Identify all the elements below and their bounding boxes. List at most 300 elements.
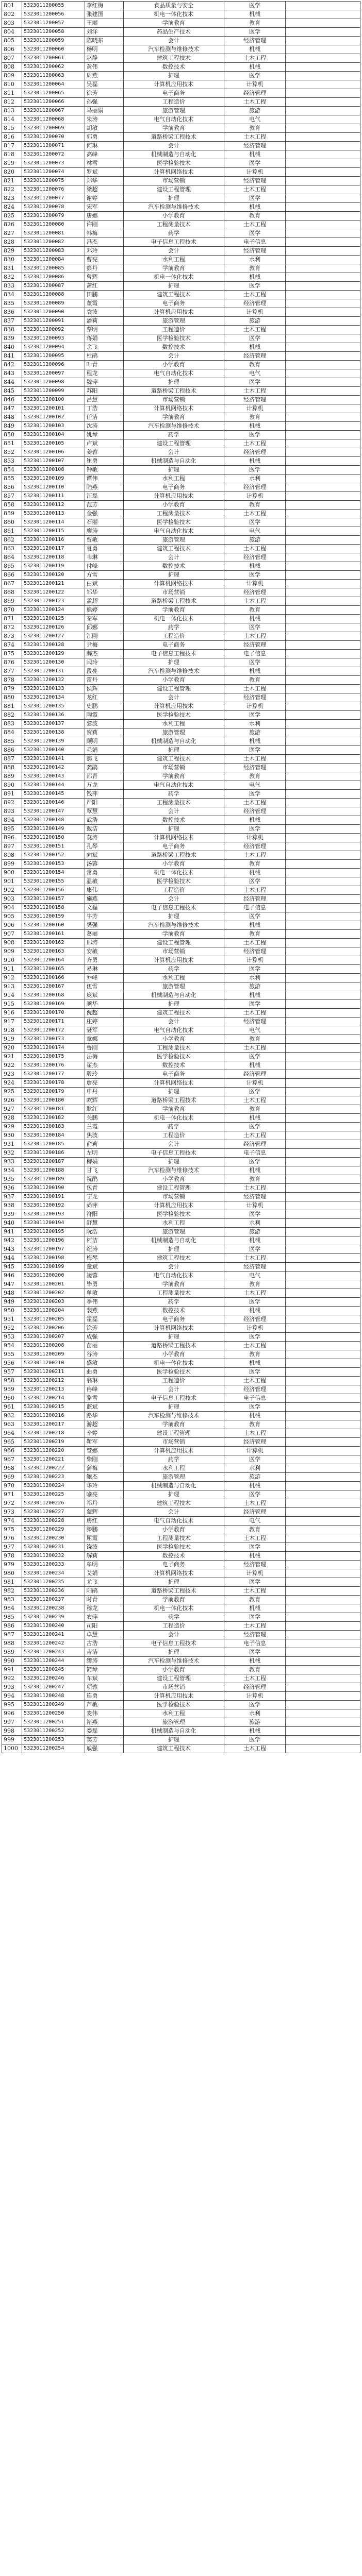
category-cell: 教育 (224, 1666, 285, 1674)
category-cell: 经济管理 (224, 1315, 285, 1324)
category-cell: 计算机 (224, 1201, 285, 1210)
row-index-cell: 986 (2, 1622, 22, 1631)
major-cell: 护理 (123, 912, 224, 921)
row-index-cell: 844 (2, 378, 22, 387)
category-cell: 机械 (224, 1412, 285, 1420)
table-row (2, 921, 360, 930)
table-row (2, 1701, 360, 1709)
student-id-cell: 5323011200056 (22, 10, 85, 19)
table-row (2, 387, 360, 396)
student-id-cell: 5323011200179 (22, 1088, 85, 1096)
table-row (2, 1026, 360, 1035)
student-id-cell: 5323011200059 (22, 37, 85, 45)
table-row (2, 1044, 360, 1053)
category-cell: 机械 (224, 1359, 285, 1368)
table-row (2, 580, 360, 588)
category-cell: 教育 (224, 19, 285, 28)
empty-cell (286, 1228, 360, 1236)
empty-cell (286, 413, 360, 422)
row-index-cell: 813 (2, 107, 22, 115)
category-cell: 电子信息 (224, 650, 285, 658)
major-cell: 汽车检测与维修技术 (123, 203, 224, 212)
table-row (2, 1245, 360, 1254)
row-index-cell: 802 (2, 10, 22, 19)
major-cell: 旅游管理 (123, 317, 224, 326)
empty-cell (286, 1552, 360, 1561)
table-row (2, 212, 360, 221)
table-row (2, 799, 360, 807)
table-row (2, 299, 360, 308)
student-id-cell: 5323011200060 (22, 45, 85, 54)
major-cell: 药学 (123, 1455, 224, 1464)
row-index-cell: 822 (2, 185, 22, 194)
student-name-cell: 卢斌 (85, 439, 123, 448)
student-id-cell: 5323011200231 (22, 1543, 85, 1552)
category-cell: 土木工程 (224, 851, 285, 860)
major-cell: 电气自动化技术 (123, 527, 224, 536)
table-row (2, 1657, 360, 1666)
table-row (2, 317, 360, 326)
table-row (2, 1420, 360, 1429)
row-index-cell: 814 (2, 115, 22, 124)
empty-cell (286, 1000, 360, 1009)
major-cell: 汽车检测与维修技术 (123, 921, 224, 930)
empty-cell (286, 597, 360, 606)
empty-cell (286, 1105, 360, 1114)
student-name-cell: 林雪 (85, 159, 123, 168)
student-name-cell: 詹亮 (85, 1079, 123, 1088)
student-id-cell: 5323011200168 (22, 991, 85, 1000)
row-index-cell: 912 (2, 974, 22, 982)
student-id-cell: 5323011200187 (22, 1158, 85, 1166)
student-name-cell: 柯洁 (85, 1236, 123, 1245)
major-cell: 机电一体化技术 (123, 615, 224, 623)
table-row (2, 159, 360, 168)
student-id-cell: 5323011200140 (22, 746, 85, 755)
empty-cell (286, 229, 360, 238)
empty-cell (286, 1193, 360, 1201)
category-cell: 经济管理 (224, 37, 285, 45)
student-id-cell: 5323011200254 (22, 1744, 85, 1753)
category-cell: 医学 (224, 1648, 285, 1657)
row-index-cell: 833 (2, 282, 22, 291)
table-row (2, 1070, 360, 1079)
student-id-cell: 5323011200110 (22, 483, 85, 492)
student-name-cell: 骆雪 (85, 1394, 123, 1403)
table-row (2, 256, 360, 264)
major-cell: 建设工程管理 (123, 185, 224, 194)
student-name-cell: 潘莉 (85, 317, 123, 326)
table-row (2, 746, 360, 755)
empty-cell (286, 1377, 360, 1385)
row-index-cell: 864 (2, 553, 22, 562)
category-cell: 经济管理 (224, 553, 285, 562)
empty-cell (286, 89, 360, 98)
student-name-cell: 翁琳 (85, 1377, 123, 1385)
row-index-cell: 820 (2, 168, 22, 177)
row-index-cell: 923 (2, 1070, 22, 1079)
empty-cell (286, 518, 360, 527)
empty-cell (286, 650, 360, 658)
category-cell: 机械 (224, 1552, 285, 1561)
empty-cell (286, 1744, 360, 1753)
student-id-cell: 5323011200058 (22, 28, 85, 37)
major-cell: 药学 (123, 790, 224, 799)
student-id-cell: 5323011200095 (22, 352, 85, 361)
student-name-cell: 褚燕 (85, 1718, 123, 1727)
student-id-cell: 5323011200151 (22, 842, 85, 851)
student-id-cell: 5323011200115 (22, 527, 85, 536)
category-cell: 土木工程 (224, 1184, 285, 1193)
student-id-cell: 5323011200080 (22, 221, 85, 229)
table-row (2, 457, 360, 466)
student-name-cell: 路华 (85, 1412, 123, 1420)
student-name-cell: 任洁 (85, 413, 123, 422)
major-cell: 计算机网络技术 (123, 404, 224, 413)
table-row (2, 562, 360, 571)
table-row (2, 501, 360, 510)
empty-cell (286, 834, 360, 842)
row-index-cell: 925 (2, 1088, 22, 1096)
student-id-cell: 5323011200204 (22, 1307, 85, 1315)
category-cell: 计算机 (224, 1692, 285, 1701)
empty-cell (286, 1035, 360, 1044)
student-id-cell: 5323011200159 (22, 912, 85, 921)
student-name-cell: 牟明 (85, 1561, 123, 1569)
table-row (2, 764, 360, 772)
row-index-cell: 914 (2, 991, 22, 1000)
empty-cell (286, 1342, 360, 1350)
row-index-cell: 965 (2, 1438, 22, 1447)
category-cell: 医学 (224, 1088, 285, 1096)
student-id-cell: 5323011200167 (22, 982, 85, 991)
student-id-cell: 5323011200128 (22, 641, 85, 650)
major-cell: 药学 (123, 431, 224, 439)
student-id-cell: 5323011200169 (22, 1000, 85, 1009)
category-cell: 机械 (224, 737, 285, 746)
category-cell: 机械 (224, 45, 285, 54)
row-index-cell: 879 (2, 685, 22, 693)
empty-cell (286, 466, 360, 474)
student-id-cell: 5323011200062 (22, 63, 85, 72)
empty-cell (286, 510, 360, 518)
empty-cell (286, 1158, 360, 1166)
row-index-cell: 955 (2, 1350, 22, 1359)
category-cell: 机械 (224, 10, 285, 19)
student-name-cell: 柳娟 (85, 1158, 123, 1166)
table-row (2, 1639, 360, 1648)
empty-cell (286, 282, 360, 291)
student-name-cell: 华玲 (85, 1482, 123, 1490)
student-id-cell: 5323011200249 (22, 1701, 85, 1709)
student-id-cell: 5323011200102 (22, 413, 85, 422)
student-name-cell: 贾敏 (85, 536, 123, 545)
table-row (2, 816, 360, 825)
table-row (2, 1307, 360, 1315)
major-cell: 建设工程管理 (123, 685, 224, 693)
major-cell: 会计 (123, 1631, 224, 1639)
empty-cell (286, 1447, 360, 1455)
row-index-cell: 876 (2, 658, 22, 667)
category-cell: 机械 (224, 273, 285, 282)
table-row (2, 693, 360, 702)
student-name-cell: 常勇 (85, 869, 123, 877)
category-cell: 土木工程 (224, 597, 285, 606)
major-cell: 市场营销 (123, 1438, 224, 1447)
major-cell: 市场营销 (123, 1683, 224, 1692)
empty-cell (286, 2, 360, 10)
empty-cell (286, 1482, 360, 1490)
row-index-cell: 853 (2, 457, 22, 466)
student-id-cell: 5323011200057 (22, 19, 85, 28)
row-index-cell: 935 (2, 1175, 22, 1184)
empty-cell (286, 1131, 360, 1140)
category-cell: 机械 (224, 562, 285, 571)
empty-cell (286, 1701, 360, 1709)
row-index-cell: 973 (2, 1508, 22, 1517)
empty-cell (286, 1648, 360, 1657)
student-id-cell: 5323011200182 (22, 1114, 85, 1123)
student-name-cell: 唐娜 (85, 212, 123, 221)
student-name-cell: 苗丽 (85, 1342, 123, 1350)
student-id-cell: 5323011200123 (22, 597, 85, 606)
table-row (2, 1201, 360, 1210)
empty-cell (286, 895, 360, 904)
table-row (2, 974, 360, 982)
table-row (2, 676, 360, 685)
empty-cell (286, 1490, 360, 1499)
major-cell: 建筑工程技术 (123, 291, 224, 299)
table-row (2, 1158, 360, 1166)
student-id-cell: 5323011200132 (22, 676, 85, 685)
major-cell: 计算机网络技术 (123, 1324, 224, 1333)
category-cell: 教育 (224, 124, 285, 133)
category-cell: 经济管理 (224, 1631, 285, 1639)
student-name-cell: 郭勇 (85, 133, 123, 142)
category-cell: 旅游 (224, 317, 285, 326)
student-name-cell: 舒慧 (85, 1219, 123, 1228)
empty-cell (286, 1140, 360, 1149)
major-cell: 会计 (123, 1018, 224, 1026)
category-cell: 水利 (224, 1464, 285, 1473)
major-cell: 学前教育 (123, 772, 224, 781)
student-name-cell: 古浩 (85, 1639, 123, 1648)
category-cell: 经济管理 (224, 807, 285, 816)
student-name-cell: 涂芳 (85, 1324, 123, 1333)
major-cell: 电子商务 (123, 89, 224, 98)
empty-cell (286, 422, 360, 431)
student-id-cell: 5323011200084 (22, 256, 85, 264)
student-id-cell: 5323011200124 (22, 606, 85, 615)
table-row (2, 396, 360, 404)
row-index-cell: 894 (2, 816, 22, 825)
row-index-cell: 931 (2, 1140, 22, 1149)
row-index-cell: 918 (2, 1026, 22, 1035)
major-cell: 药学 (123, 965, 224, 974)
row-index-cell: 855 (2, 474, 22, 483)
category-cell: 水利 (224, 256, 285, 264)
student-name-cell: 付峰 (85, 562, 123, 571)
empty-cell (286, 676, 360, 685)
category-cell: 医学 (224, 1455, 285, 1464)
table-row (2, 1587, 360, 1596)
student-name-cell: 陈晓东 (85, 37, 123, 45)
row-index-cell: 944 (2, 1254, 22, 1263)
student-id-cell: 5323011200078 (22, 203, 85, 212)
category-cell: 计算机 (224, 168, 285, 177)
empty-cell (286, 1412, 360, 1420)
row-index-cell: 962 (2, 1412, 22, 1420)
major-cell: 护理 (123, 378, 224, 387)
row-index-cell: 909 (2, 947, 22, 956)
table-row (2, 10, 360, 19)
major-cell: 建筑工程技术 (123, 54, 224, 63)
table-row (2, 150, 360, 159)
row-index-cell: 987 (2, 1631, 22, 1639)
table-row (2, 1149, 360, 1158)
empty-cell (286, 606, 360, 615)
student-id-cell: 5323011200207 (22, 1333, 85, 1342)
category-cell: 医学 (224, 378, 285, 387)
empty-cell (286, 177, 360, 185)
row-index-cell: 981 (2, 1578, 22, 1587)
student-id-cell: 5323011200221 (22, 1455, 85, 1464)
category-cell: 土木工程 (224, 291, 285, 299)
row-index-cell: 837 (2, 317, 22, 326)
major-cell: 电子信息工程技术 (123, 1639, 224, 1648)
major-cell: 小学教育 (123, 1526, 224, 1534)
student-id-cell: 5323011200130 (22, 658, 85, 667)
student-id-cell: 5323011200141 (22, 755, 85, 764)
table-row (2, 860, 360, 869)
major-cell: 建筑工程技术 (123, 1499, 224, 1508)
major-cell: 会计 (123, 142, 224, 150)
major-cell: 医学检验技术 (123, 711, 224, 720)
empty-cell (286, 737, 360, 746)
table-row (2, 291, 360, 299)
category-cell: 机械 (224, 343, 285, 352)
table-row (2, 650, 360, 658)
category-cell: 计算机 (224, 1324, 285, 1333)
student-name-cell: 时青 (85, 1596, 123, 1604)
category-cell: 医学 (224, 1245, 285, 1254)
major-cell: 水利工程 (123, 474, 224, 483)
table-row (2, 877, 360, 886)
student-name-cell: 包青 (85, 1184, 123, 1193)
student-name-cell: 顾明 (85, 737, 123, 746)
table-row (2, 80, 360, 89)
major-cell: 电子商务 (123, 1070, 224, 1079)
category-cell: 机械 (224, 1166, 285, 1175)
row-index-cell: 870 (2, 606, 22, 615)
student-name-cell: 鲍杰 (85, 1473, 123, 1482)
category-cell: 教育 (224, 1035, 285, 1044)
empty-cell (286, 991, 360, 1000)
table-row (2, 1219, 360, 1228)
table-row (2, 221, 360, 229)
student-id-cell: 5323011200075 (22, 177, 85, 185)
empty-cell (286, 580, 360, 588)
student-name-cell: 鲁刚 (85, 1044, 123, 1053)
table-row (2, 1534, 360, 1543)
table-row (2, 431, 360, 439)
empty-cell (286, 256, 360, 264)
category-cell: 医学 (224, 1701, 285, 1709)
category-cell: 旅游 (224, 1228, 285, 1236)
student-id-cell: 5323011200136 (22, 711, 85, 720)
student-id-cell: 5323011200176 (22, 1061, 85, 1070)
category-cell: 土木工程 (224, 1534, 285, 1543)
row-index-cell: 990 (2, 1657, 22, 1666)
empty-cell (286, 1473, 360, 1482)
student-id-cell: 5323011200109 (22, 474, 85, 483)
empty-cell (286, 562, 360, 571)
major-cell: 道路桥梁工程技术 (123, 1587, 224, 1596)
row-index-cell: 827 (2, 229, 22, 238)
category-cell: 土木工程 (224, 799, 285, 807)
major-cell: 电子商务 (123, 641, 224, 650)
table-row (2, 413, 360, 422)
student-name-cell: 季伟 (85, 1298, 123, 1307)
major-cell: 建设工程管理 (123, 439, 224, 448)
row-index-cell: 951 (2, 1315, 22, 1324)
major-cell: 建设工程管理 (123, 939, 224, 947)
empty-cell (286, 1201, 360, 1210)
row-index-cell: 971 (2, 1490, 22, 1499)
table-row (2, 1709, 360, 1718)
student-name-cell: 耿红 (85, 1105, 123, 1114)
empty-cell (286, 1079, 360, 1088)
major-cell: 学前教育 (123, 264, 224, 273)
category-cell: 医学 (224, 825, 285, 834)
table-row (2, 439, 360, 448)
student-name-cell: 欧辉 (85, 1096, 123, 1105)
row-index-cell: 896 (2, 834, 22, 842)
table-row (2, 667, 360, 676)
major-cell: 计算机网络技术 (123, 834, 224, 842)
student-name-cell: 王丽 (85, 19, 123, 28)
major-cell: 会计 (123, 352, 224, 361)
student-name-cell: 吉洁 (85, 1648, 123, 1657)
empty-cell (286, 1026, 360, 1035)
empty-cell (286, 974, 360, 982)
row-index-cell: 883 (2, 720, 22, 728)
major-cell: 计算机应用技术 (123, 80, 224, 89)
student-name-cell: 聂军 (85, 1026, 123, 1035)
student-name-cell: 辛婷 (85, 1429, 123, 1438)
category-cell: 土木工程 (224, 1587, 285, 1596)
empty-cell (286, 545, 360, 553)
table-row (2, 54, 360, 63)
row-index-cell: 934 (2, 1166, 22, 1175)
row-index-cell: 824 (2, 203, 22, 212)
category-cell: 土木工程 (224, 886, 285, 895)
row-index-cell: 966 (2, 1447, 22, 1455)
empty-cell (286, 185, 360, 194)
major-cell: 学前教育 (123, 1420, 224, 1429)
category-cell: 医学 (224, 518, 285, 527)
student-id-cell: 5323011200077 (22, 194, 85, 203)
empty-cell (286, 264, 360, 273)
student-name-cell: 杨明 (85, 45, 123, 54)
row-index-cell: 865 (2, 562, 22, 571)
category-cell: 计算机 (224, 1569, 285, 1578)
table-row (2, 1324, 360, 1333)
table-row (2, 1166, 360, 1175)
student-name-cell: 缪涛 (85, 1657, 123, 1666)
category-cell: 旅游 (224, 728, 285, 737)
row-index-cell: 842 (2, 361, 22, 369)
